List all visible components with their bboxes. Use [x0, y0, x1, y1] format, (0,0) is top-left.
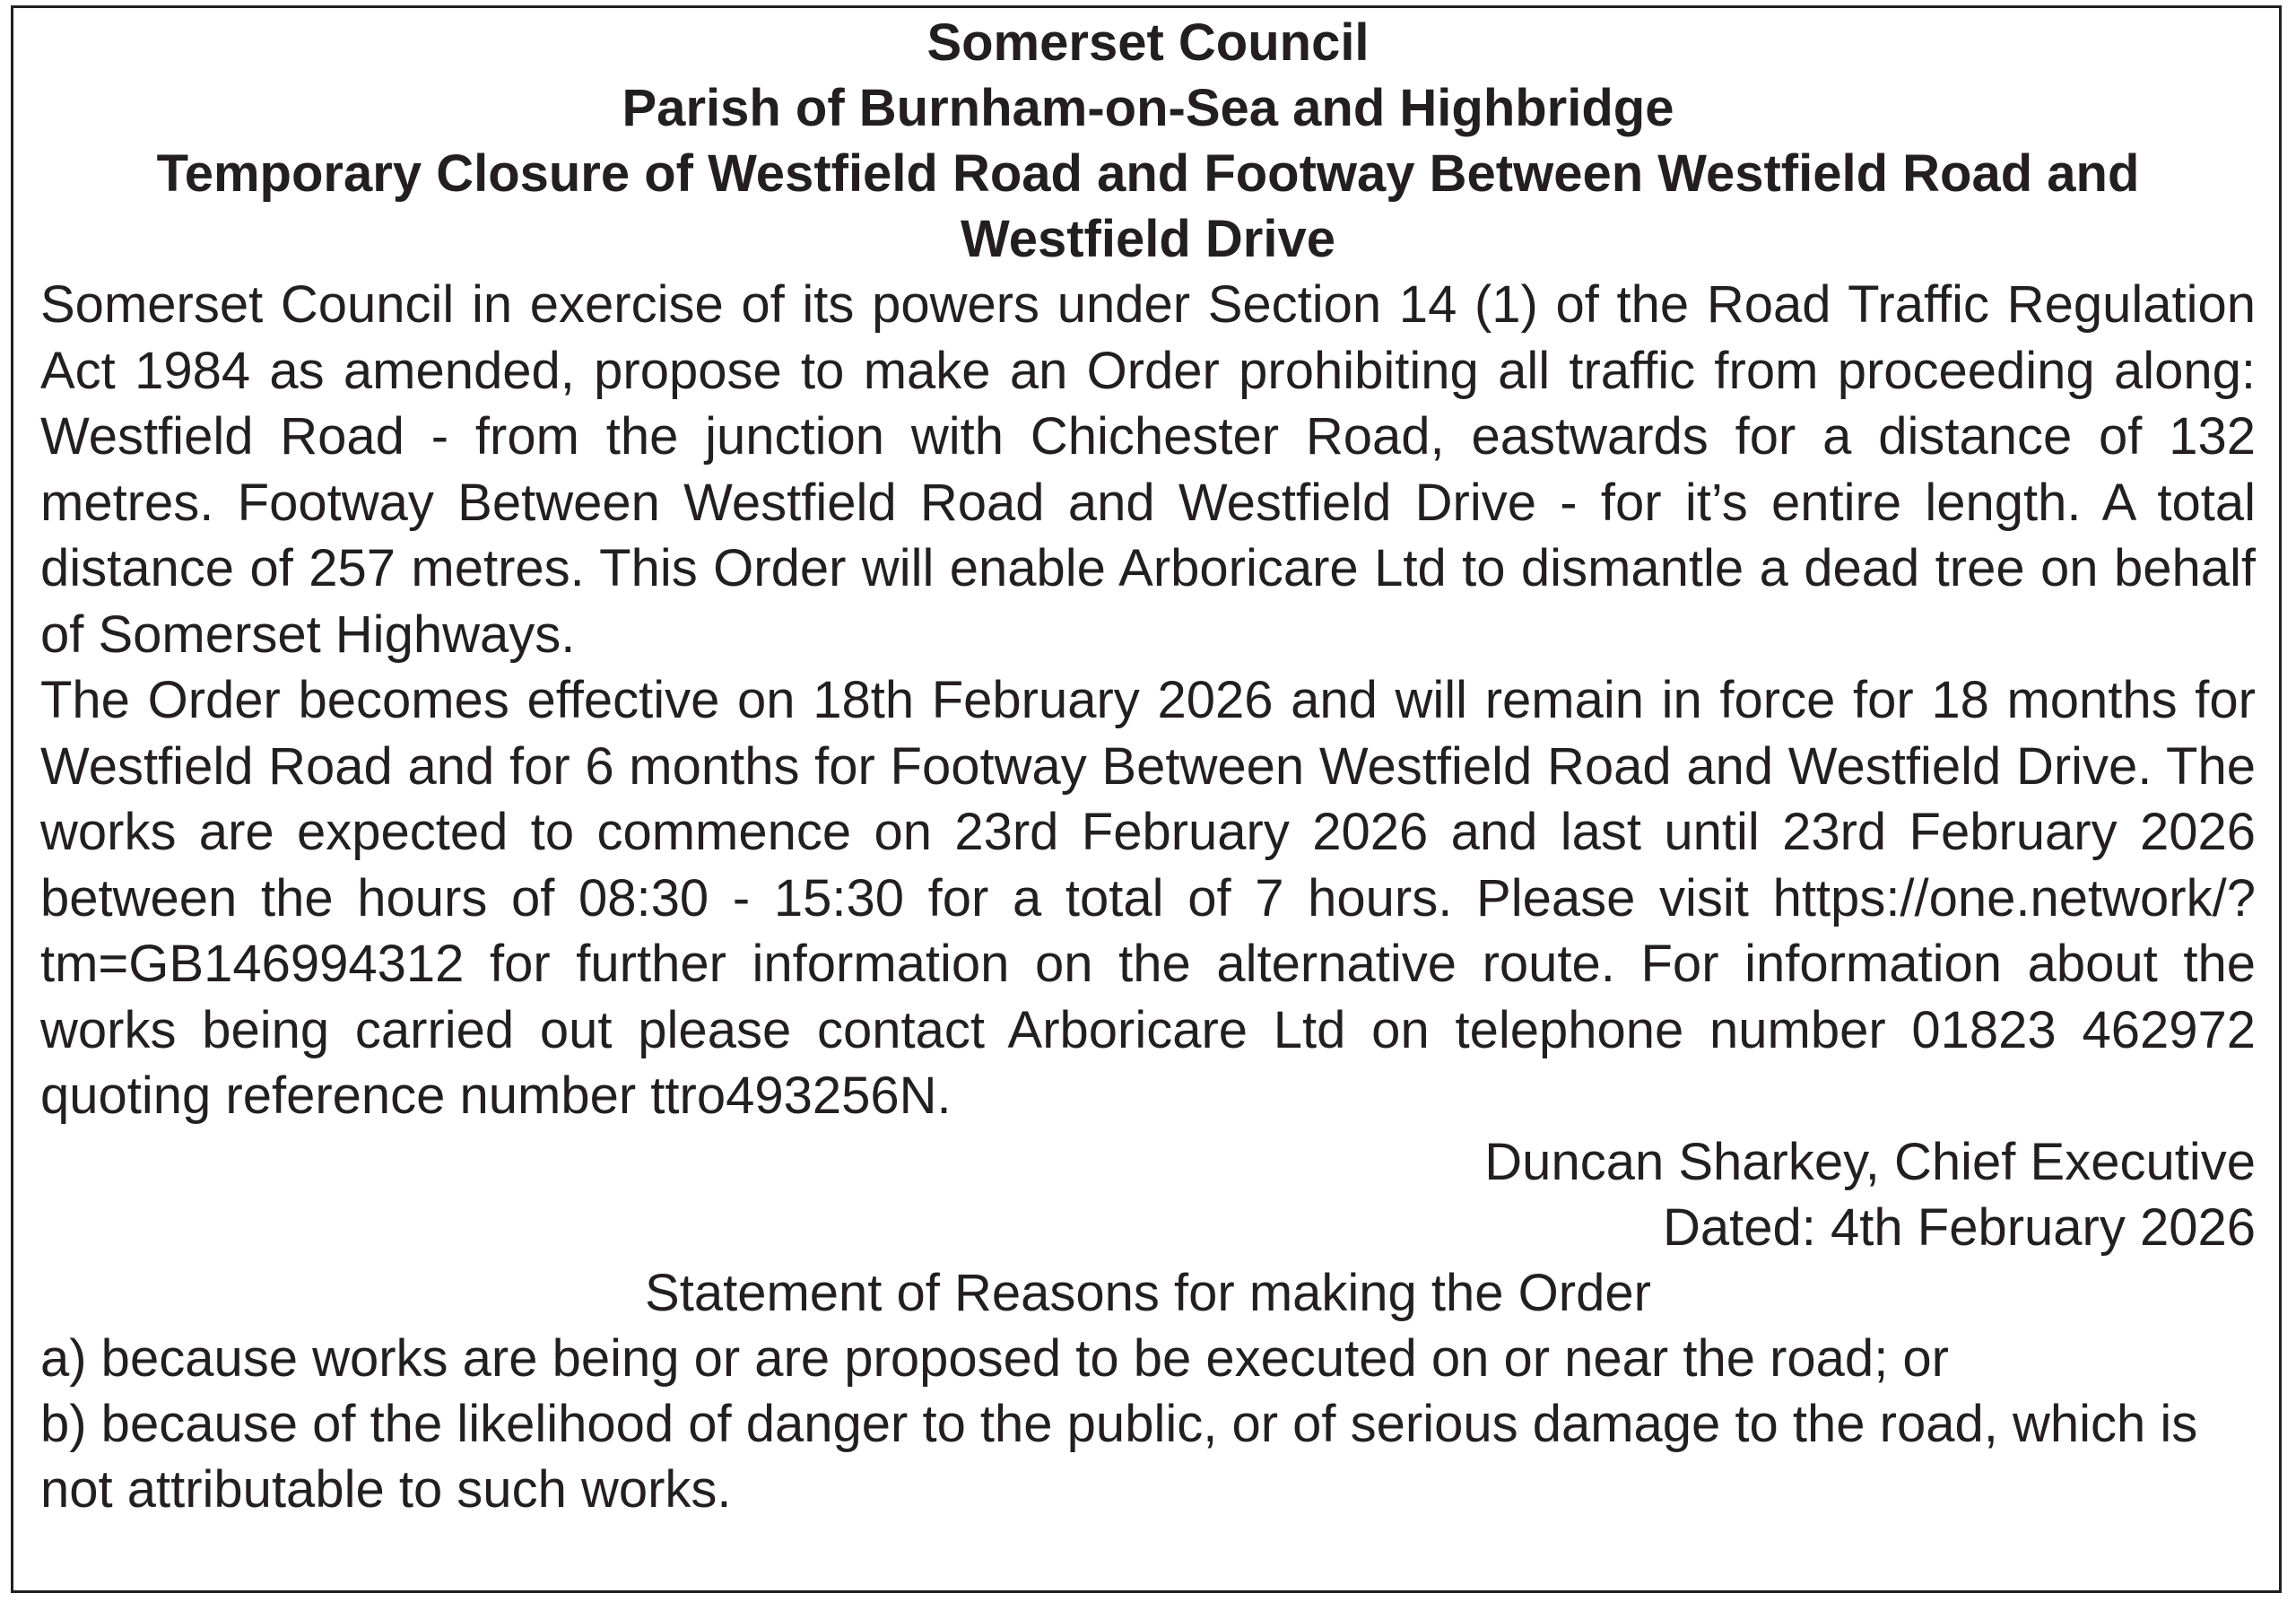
order-details-paragraph: The Order becomes effective on 18th February 2026 and will remain in force for 18 months for Westfield Road and for 6 months for Footway Between Westfield Road and Westfield Drive. The works are expected to commence on 23rd February 2026 and last until 23rd February 2026 between the hours of 08:30 - 15:30 for a total of 7 hours. Please visit https://one.network/?tm=GB146994312 for further information on the alternative route. For information about the works being carried out please contact Arboricare Ltd on telephone number 01823 462972 quoting reference number ttro493256N. — [40, 671, 2256, 1125]
authority-heading: Somerset Council — [926, 13, 1370, 72]
public-notice — [11, 5, 2282, 1593]
reason-item-a: a) because works are being or are proposed to be executed on or near the road; or — [40, 1328, 1949, 1388]
parish-heading: Parish of Burnham-on-Sea and Highbridge — [622, 79, 1674, 137]
notice-title: Temporary Closure of Westfield Road and Footway Between Westfield Road and Westfield Drive — [156, 144, 2140, 268]
reasons-heading: Statement of Reasons for making the Order — [645, 1263, 1651, 1322]
reason-item-b: b) because of the likelihood of danger to the public, or of serious damage to the road, which is not attributable to such works. — [40, 1394, 2198, 1519]
dated-line: Dated: 4th February 2026 — [1663, 1197, 2256, 1257]
order-description-paragraph: Somerset Council in exercise of its powers under Section 14 (1) of the Road Traffic Regulation Act 1984 as amended, propose to make an Order prohibiting all traffic from proceeding along: Westfield Road - from the junction with Chichester Road, eastwards for a distance of 132 metres. Footway Between Westfield Road and Westfield Drive - for it’s entire length. A total distance of 257 metres. This Order will enable Arboricare Ltd to dismantle a dead tree on behalf of Somerset Highways. — [40, 275, 2256, 664]
signatory-line: Duncan Sharkey, Chief Executive — [1484, 1132, 2256, 1191]
